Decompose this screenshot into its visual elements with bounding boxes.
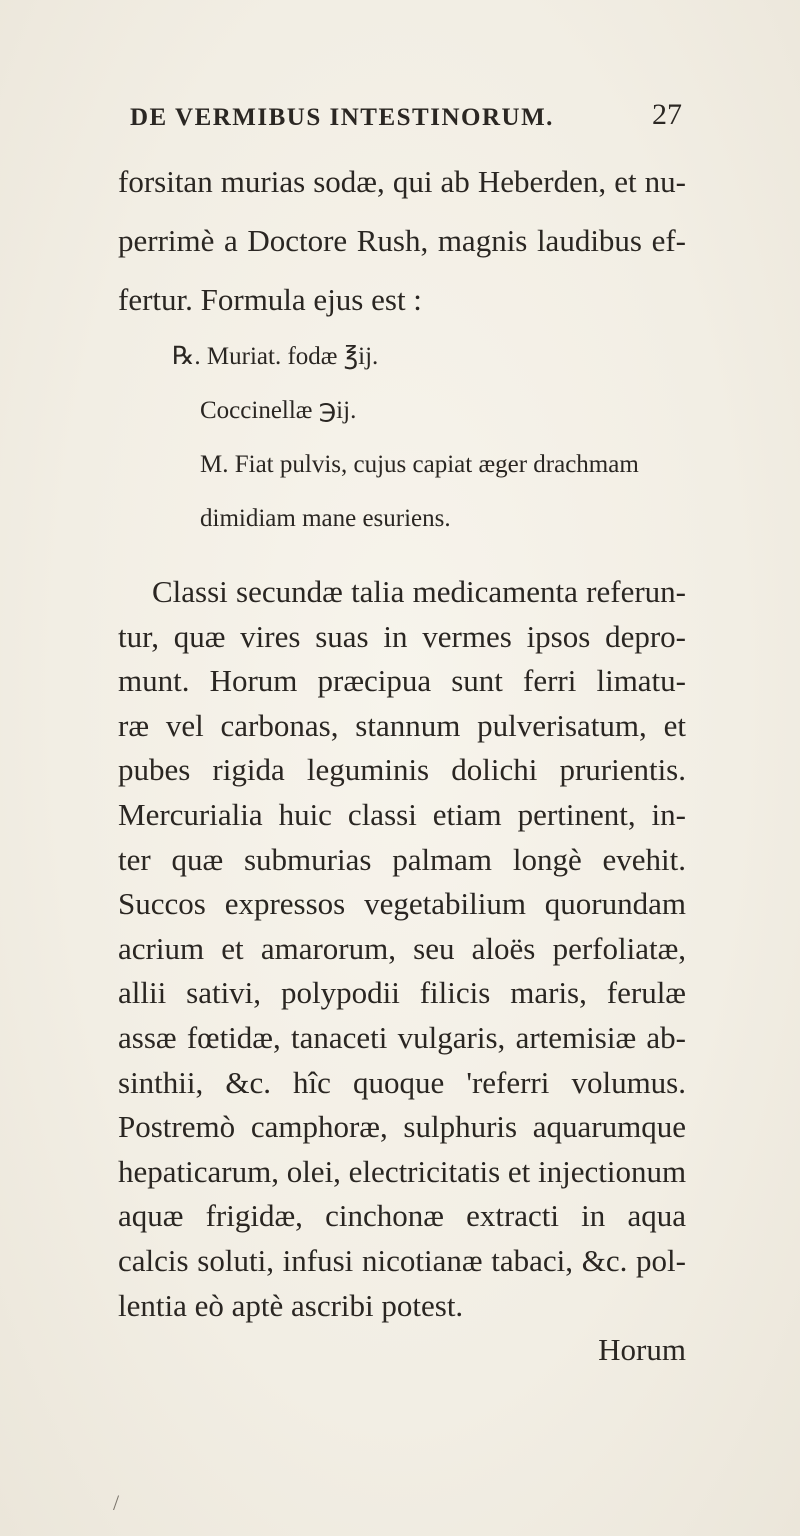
paragraph-2-line: assæ fœtidæ, tanaceti vulgaris, artemisiæ ab- [118, 1020, 686, 1055]
paragraph-2-line: ter quæ submurias palmam longè evehit. [118, 842, 686, 877]
paragraph-2-line: tur, quæ vires suas in vermes ipsos depro- [118, 619, 686, 654]
paragraph-2-line: sinthii, &c. hîc quoque 'referri volumus. [118, 1065, 686, 1100]
recipe-line: ℞. Muriat. fodæ ℥ij. [172, 343, 379, 370]
recipe-line: M. Fiat pulvis, cujus capiat æger drachmam [200, 451, 639, 478]
paragraph-2-line: lentia eò aptè ascribi potest. [118, 1288, 464, 1323]
page-number: 27 [652, 98, 682, 131]
paragraph-2-line: munt. Horum præcipua sunt ferri limatu- [118, 663, 686, 698]
paragraph-2-line: ræ vel carbonas, stannum pulverisatum, et [118, 708, 686, 743]
running-title: DE VERMIBUS INTESTINORUM. [130, 104, 554, 131]
recipe-line: Coccinellæ ℈ij. [200, 397, 357, 424]
stray-mark: / [113, 1490, 120, 1515]
paragraph-2-line: calcis soluti, infusi nicotianæ tabaci, &c. pol- [118, 1243, 686, 1278]
paragraph-2-line: Postremò camphoræ, sulphuris aquarumque [118, 1109, 686, 1144]
recipe-line: dimidiam mane esuriens. [200, 505, 451, 532]
paragraph-2-line: Succos expressos vegetabilium quorundam [118, 886, 686, 921]
running-head [130, 98, 682, 144]
paragraph-2-line: Mercurialia huic classi etiam pertinent, in- [118, 797, 686, 832]
paragraph-1-line: forsitan murias sodæ, qui ab Heberden, et nu- [118, 164, 686, 199]
catchword: Horum [598, 1332, 686, 1367]
paragraph-2-line: aquæ frigidæ, cinchonæ extracti in aqua [118, 1198, 686, 1233]
paragraph-2-line: Classi secundæ talia medicamenta referun- [152, 574, 686, 609]
paragraph-2-line: hepaticarum, olei, electricitatis et injectionum [118, 1154, 687, 1189]
paragraph-2-line: pubes rigida leguminis dolichi prurientis. [118, 752, 686, 787]
paragraph-2-line: allii sativi, polypodii filicis maris, ferulæ [118, 975, 686, 1010]
paragraph-1-line: fertur. Formula ejus est : [118, 282, 422, 317]
paragraph-1-line: perrimè a Doctore Rush, magnis laudibus ef- [118, 223, 686, 258]
paragraph-2-line: acrium et amarorum, seu aloës perfoliatæ, [118, 931, 686, 966]
